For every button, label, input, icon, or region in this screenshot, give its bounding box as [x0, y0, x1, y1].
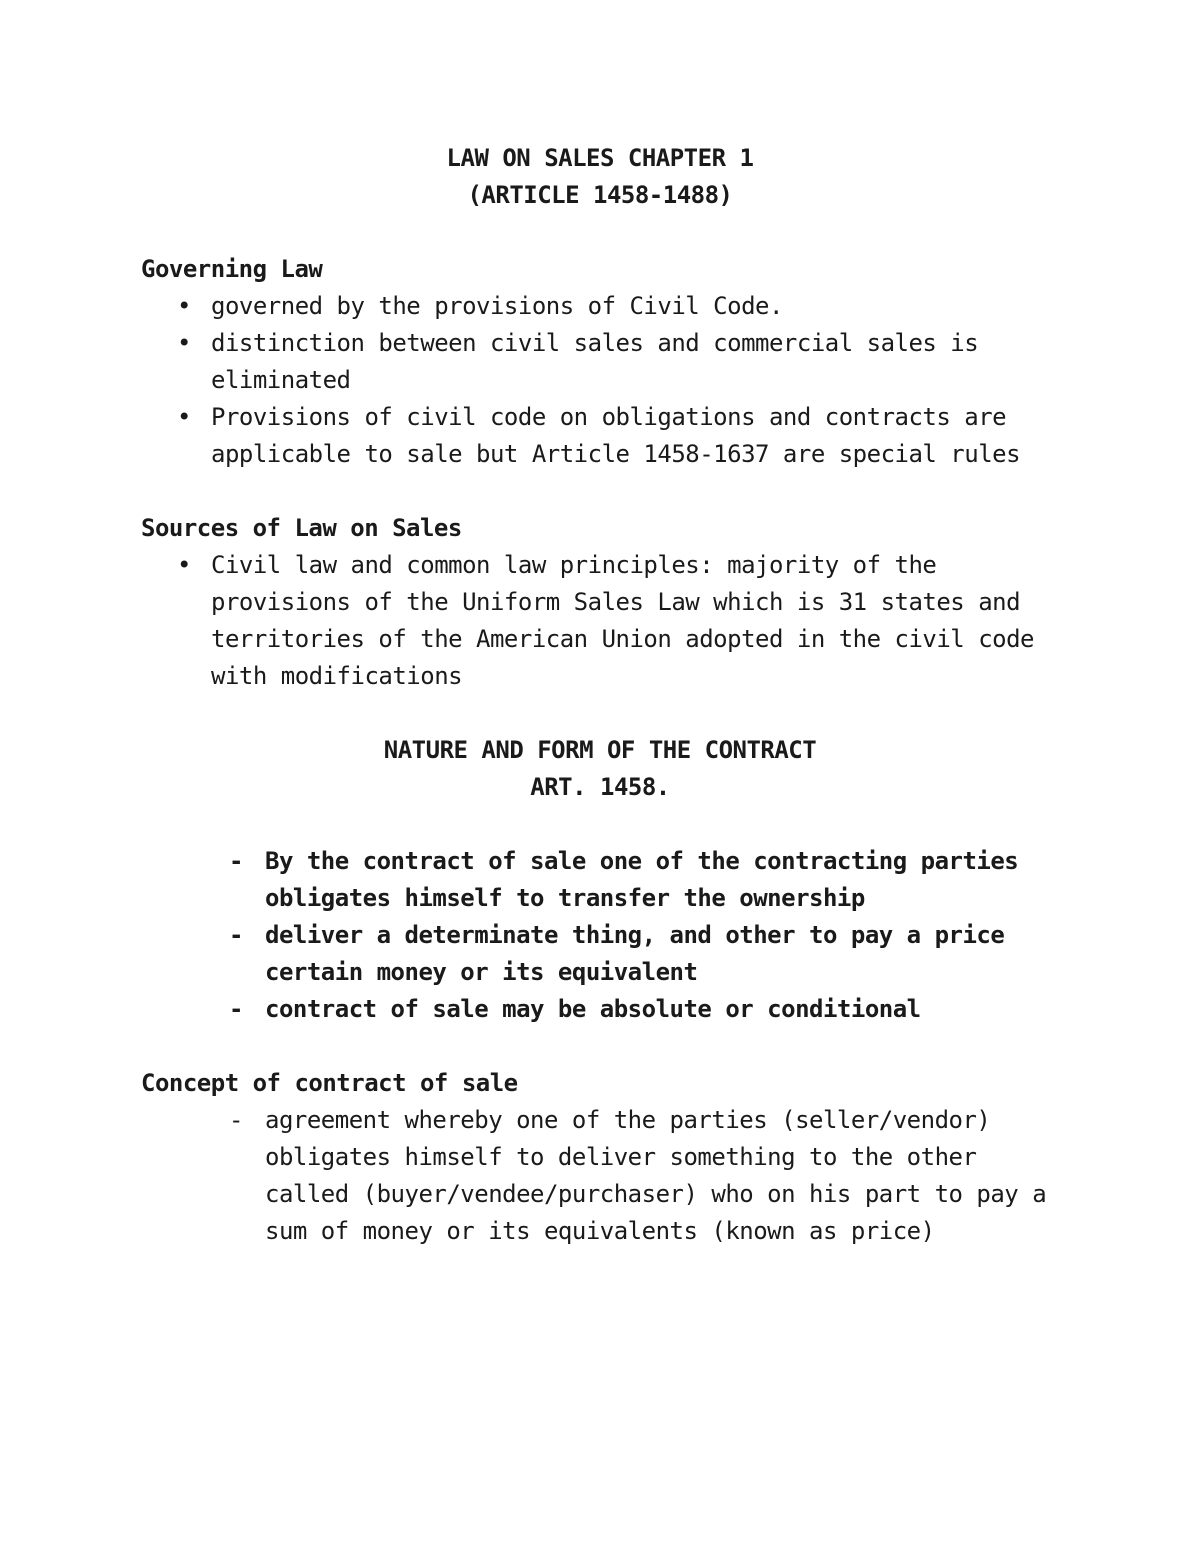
concept-list: [141, 1102, 1071, 1250]
document-title: [141, 140, 1059, 214]
list-item: [141, 399, 1071, 473]
nature-section: [141, 732, 1071, 1028]
list-item: [141, 917, 1071, 991]
sources-list: [141, 547, 1071, 695]
title-line-2: (ARTICLE 1458-1488): [467, 181, 733, 209]
list-item-text: Provisions of civil code on obligations and contracts are applicable to sale but Article 1458-1637 are special rules: [211, 403, 1021, 468]
list-item-text: governed by the provisions of Civil Code.: [211, 292, 783, 320]
governing-law-section: [141, 251, 1071, 473]
governing-law-list: [141, 288, 1071, 473]
bullet-icon: •: [177, 403, 191, 431]
nature-list: [141, 843, 1071, 1028]
dash-marker: -: [229, 1106, 243, 1134]
governing-law-heading: Governing Law: [141, 255, 323, 283]
bullet-icon: •: [177, 551, 191, 579]
list-item: [141, 547, 1071, 695]
dash-marker: -: [229, 995, 243, 1023]
nature-heading: [141, 732, 1059, 806]
sources-section: [141, 510, 1071, 695]
concept-heading: Concept of contract of sale: [141, 1069, 518, 1097]
dash-marker: -: [229, 921, 243, 949]
bullet-icon: •: [177, 329, 191, 357]
list-item-text: agreement whereby one of the parties (seller/vendor) obligates himself to deliver something to the other called (buyer/vendee/purchaser) who on his part to pay a sum of money or its equivalents (known as price): [265, 1106, 1047, 1245]
list-item: [141, 991, 1071, 1028]
list-item: [141, 288, 1071, 325]
concept-section: [141, 1065, 1071, 1250]
list-item: [141, 843, 1071, 917]
list-item-text: deliver a determinate thing, and other to pay a price certain money or its equivalent: [265, 921, 1005, 986]
list-item-text: Civil law and common law principles: majority of the provisions of the Uniform Sales Law which is 31 states and territories of the American Union adopted in the civil code with modifications: [211, 551, 1035, 690]
list-item-text: distinction between civil sales and commercial sales is eliminated: [211, 329, 979, 394]
nature-heading-line-1: NATURE AND FORM OF THE CONTRACT: [383, 736, 817, 764]
nature-heading-line-2: ART. 1458.: [530, 773, 670, 801]
dash-marker: -: [229, 847, 243, 875]
title-line-1: LAW ON SALES CHAPTER 1: [446, 144, 754, 172]
bullet-icon: •: [177, 292, 191, 320]
sources-heading: Sources of Law on Sales: [141, 514, 462, 542]
list-item: [141, 325, 1071, 399]
list-item-text: contract of sale may be absolute or conditional: [265, 995, 921, 1023]
document-body: [141, 140, 1071, 1250]
list-item-text: By the contract of sale one of the contracting parties obligates himself to transfer the ownership: [265, 847, 1019, 912]
list-item: [141, 1102, 1071, 1250]
